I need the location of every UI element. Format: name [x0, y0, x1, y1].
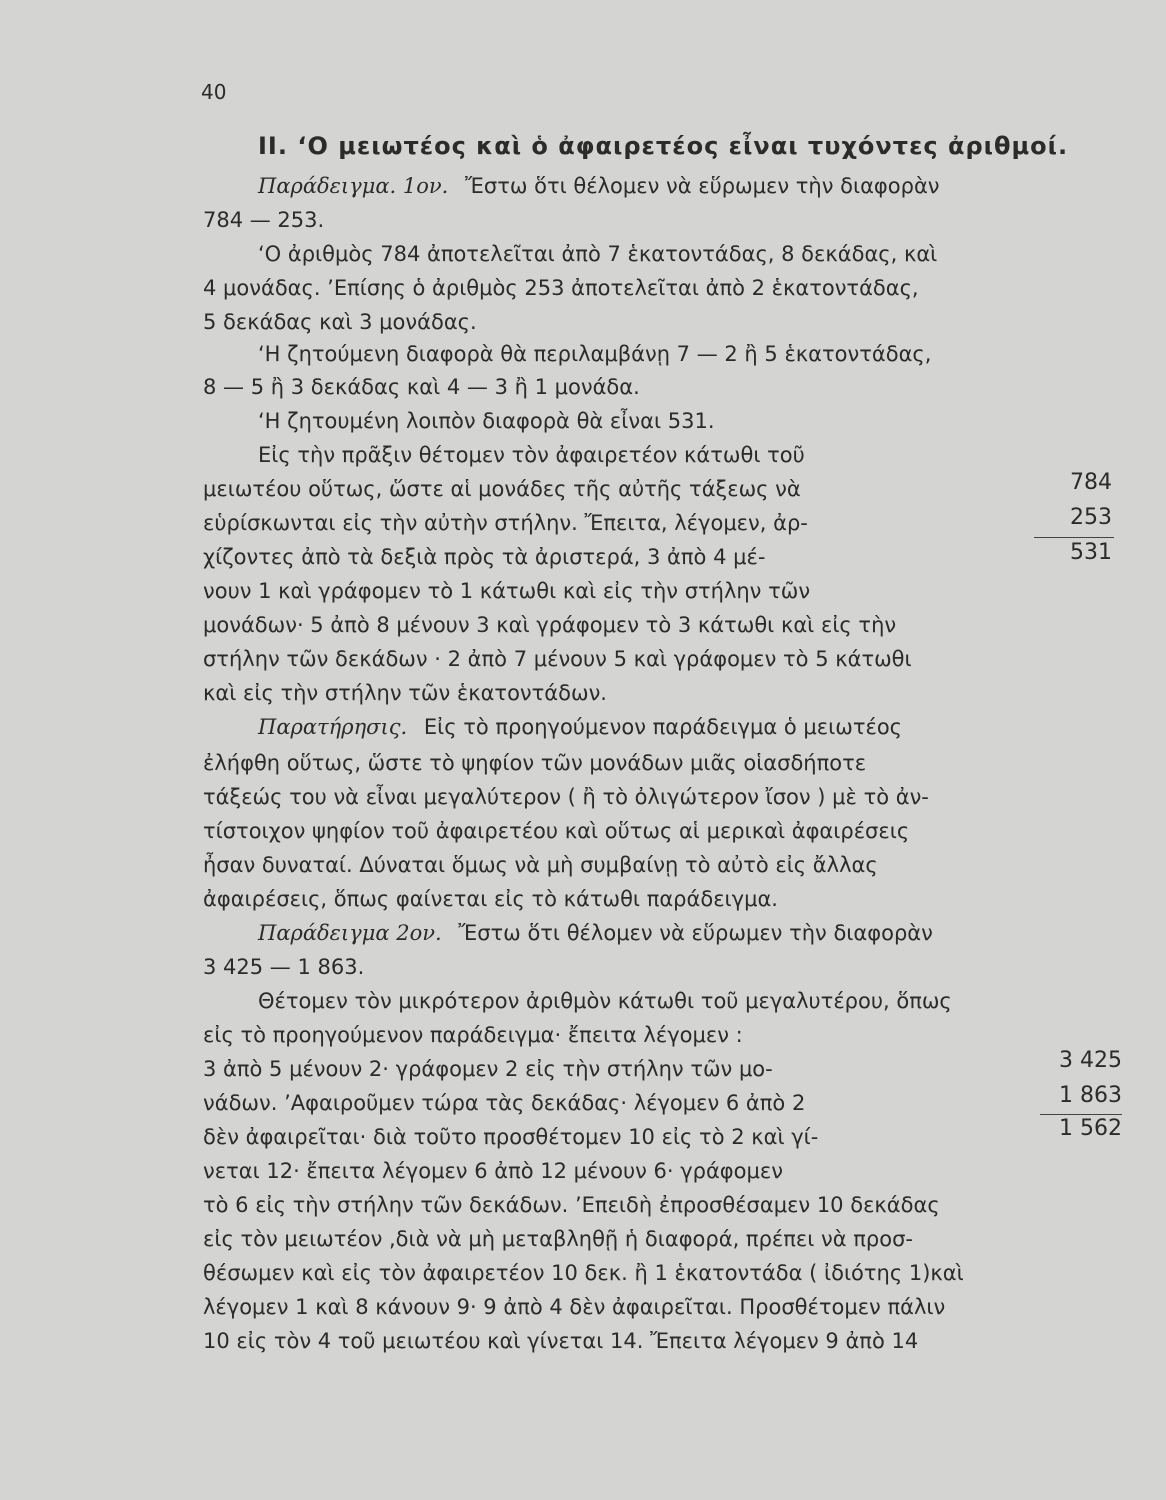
- calc2-difference: 1 562: [1059, 1116, 1122, 1141]
- text-line: 8 — 5 ἢ 3 δεκάδας καὶ 4 — 3 ἢ 1 μονάδα.: [203, 375, 640, 399]
- text-line: μειωτέου οὕτως, ὥστε αἱ μονάδες τῆς αὐτῆς τάξεως νὰ: [203, 477, 801, 501]
- calc1-rule: [1034, 537, 1114, 538]
- calc2-rule: [1040, 1114, 1122, 1115]
- text-line: στήλην τῶν δεκάδων · 2 ἀπὸ 7 μένουν 5 καὶ γράφομεν τὸ 5 κάτωθι: [203, 647, 912, 671]
- calc2-minuend: 3 425: [1059, 1048, 1122, 1073]
- page-number: 40: [201, 80, 227, 104]
- text-line: 3 ἀπὸ 5 μένουν 2· γράφομεν 2 εἰς τὴν στήλην τῶν μο-: [203, 1057, 773, 1081]
- text-line: νεται 12· ἔπειτα λέγομεν 6 ἀπὸ 12 μένουν 6· γράφομεν: [203, 1159, 783, 1183]
- example-2-lead: Ἔστω ὅτι θέλομεν νὰ εὕρωμεν τὴν διαφορὰν: [458, 921, 933, 945]
- text-line: νάδων. ’Αφαιροῦμεν τώρα τὰς δεκάδας· λέγομεν 6 ἀπὸ 2: [203, 1091, 806, 1115]
- text-line: εἰς τὸ προηγούμενον παράδειγμα· ἔπειτα λέγομεν :: [203, 1023, 743, 1047]
- text-line: 3 425 — 1 863.: [203, 955, 365, 979]
- text-line: μονάδων· 5 ἀπὸ 8 μένουν 3 καὶ γράφομεν τὸ 3 κάτωθι καὶ εἰς τὴν: [203, 613, 897, 637]
- text-line: ἀφαιρέσεις, ὅπως φαίνεται εἰς τὸ κάτωθι παράδειγμα.: [203, 887, 778, 911]
- example-1-lead: Ἔστω ὅτι θέλομεν νὰ εὕρωμεν τὴν διαφορὰν: [465, 174, 940, 198]
- section-heading: II. ‘Ο μειωτέος καὶ ὁ ἀφαιρετέος εἶναι τυχόντες ἀριθμοί.: [258, 132, 1069, 160]
- text-line: 5 δεκάδας καὶ 3 μονάδας.: [203, 310, 477, 334]
- text-line: εἰς τὸν μειωτέον ,διὰ νὰ μὴ μεταβληθῇ ἡ διαφορά, πρέπει νὰ προσ-: [203, 1227, 913, 1251]
- text-line: νουν 1 καὶ γράφομεν τὸ 1 κάτωθι καὶ εἰς τὴν στήλην τῶν: [203, 579, 811, 603]
- observation-lead: Εἰς τὸ προηγούμενον παράδειγμα ὁ μειωτέος: [423, 715, 903, 739]
- text-line: τίστοιχον ψηφίον τοῦ ἀφαιρετέου καὶ οὕτως αἱ μερικαὶ ἀφαιρέσεις: [203, 819, 910, 843]
- text-line: Εἰς τὴν πρᾶξιν θέτομεν τὸν ἀφαιρετέον κάτωθι τοῦ: [258, 443, 805, 467]
- text-line: 784 — 253.: [203, 208, 325, 232]
- text-line: ‘Ο ἀριθμὸς 784 ἀποτελεῖται ἀπὸ 7 ἑκατοντάδας, 8 δεκάδας, καὶ: [258, 242, 938, 266]
- calc1-subtrahend: 253: [1070, 505, 1112, 530]
- text-line: λέγομεν 1 καὶ 8 κάνουν 9· 9 ἀπὸ 4 δὲν ἀφαιρεῖται. Προσθέτομεν πάλιν: [203, 1295, 946, 1319]
- calc2-subtrahend: 1 863: [1059, 1083, 1122, 1108]
- text-line: εὑρίσκωνται εἰς τὴν αὐτὴν στήλην. Ἔπειτα, λέγομεν, ἀρ-: [203, 511, 808, 535]
- calc1-difference: 531: [1070, 540, 1112, 565]
- text-line: Θέτομεν τὸν μικρότερον ἀριθμὸν κάτωθι τοῦ μεγαλυτέρου, ὅπως: [258, 989, 952, 1013]
- text-line: δὲν ἀφαιρεῖται· διὰ τοῦτο προσθέτομεν 10 εἰς τὸ 2 καὶ γί-: [203, 1125, 819, 1149]
- example-1-intro: [258, 172, 940, 200]
- text-line: χίζοντες ἀπὸ τὰ δεξιὰ πρὸς τὰ ἀριστερά, 3 ἀπὸ 4 μέ-: [203, 545, 766, 569]
- text-line: 4 μονάδας. ’Επίσης ὁ ἀριθμὸς 253 ἀποτελεῖται ἀπὸ 2 ἑκατοντάδας,: [203, 276, 919, 300]
- calc1-minuend: 784: [1070, 470, 1112, 495]
- example-1-label: Παράδειγμα. 1ον.: [258, 174, 449, 198]
- text-line: θέσωμεν καὶ εἰς τὸν ἀφαιρετέον 10 δεκ. ἢ 1 ἑκατοντάδα ( ἰδιότης 1)καὶ: [203, 1261, 964, 1285]
- observation-label: Παρατήρησις.: [258, 715, 408, 739]
- text-line: ‘Η ζητουμένη λοιπὸν διαφορὰ θὰ εἶναι 531.: [258, 409, 715, 433]
- text-line: ‘Η ζητούμενη διαφορὰ θὰ περιλαμβάνῃ 7 — 2 ἢ 5 ἑκατοντάδας,: [258, 342, 932, 366]
- observation-intro: [258, 713, 902, 741]
- text-line: τὸ 6 εἰς τὴν στήλην τῶν δεκάδων. ’Επειδὴ ἐπροσθέσαμεν 10 δεκάδας: [203, 1193, 940, 1217]
- text-line: 10 εἰς τὸν 4 τοῦ μειωτέου καὶ γίνεται 14. Ἔπειτα λέγομεν 9 ἀπὸ 14: [203, 1329, 919, 1353]
- text-line: καὶ εἰς τὴν στήλην τῶν ἑκατοντάδων.: [203, 681, 607, 705]
- example-2-intro: [258, 919, 933, 947]
- text-line: ἦσαν δυναταί. Δύναται ὅμως νὰ μὴ συμβαίνῃ τὸ αὐτὸ εἰς ἄλλας: [203, 853, 878, 877]
- example-2-label: Παράδειγμα 2ον.: [258, 921, 442, 945]
- text-line: ἐλήφθη οὕτως, ὥστε τὸ ψηφίον τῶν μονάδων μιᾶς οἱασδήποτε: [203, 751, 867, 775]
- text-line: τάξεώς του νὰ εἶναι μεγαλύτερον ( ἢ τὸ ὀλιγώτερον ἴσον ) μὲ τὸ ἀν-: [203, 785, 929, 809]
